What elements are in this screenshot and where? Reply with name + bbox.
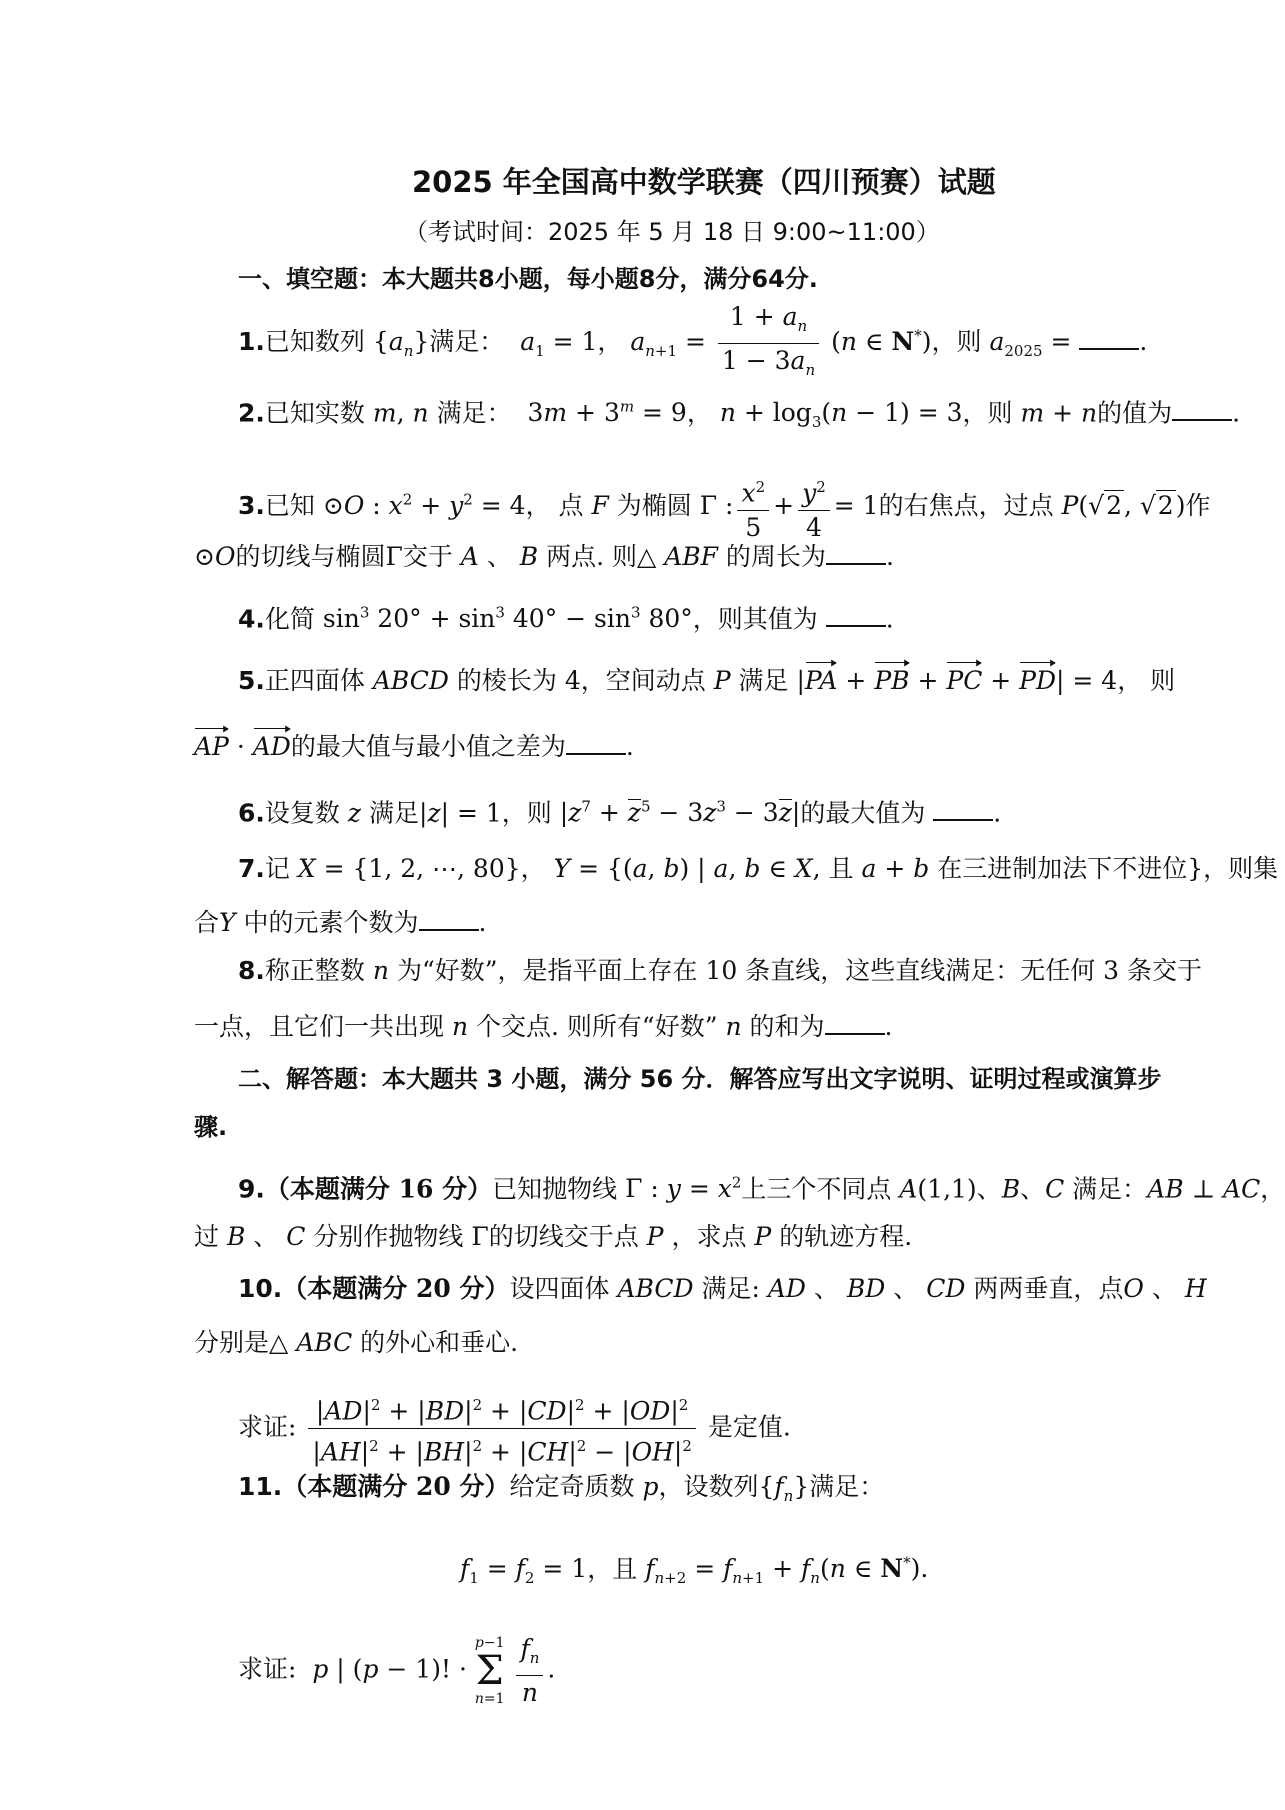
- question-5: 5.正四面体 ABCD 的棱长为 4，空间动点 P 满足 |PA + PB + PC + PD| = 4， 则: [238, 660, 1175, 698]
- answer-blank: [1172, 399, 1232, 421]
- question-number: 2.: [238, 398, 265, 428]
- answer-blank: [933, 799, 993, 821]
- answer-blank: [1079, 328, 1139, 350]
- question-5-line-2: AP · AD的最大值与最小值之差为 .: [194, 726, 634, 764]
- question-4: 4.化简 $\sin^3 20^\circ + \sin^3 40^\circ - \sin^3 80^\circ$，则其值为 .: [238, 604, 894, 634]
- section-solutions-heading: 二、解答题：本大题共 3 小题，满分 56 分．解答应写出文字说明、证明过程或演算步: [238, 1065, 1162, 1093]
- page-title: 2025 年全国高中数学联赛（四川预赛）试题: [412, 165, 996, 199]
- question-number: 7.: [238, 854, 265, 883]
- question-3-line-2: ⊙O的切线与椭圆Γ交于 A 、 B 两点. 则△ ABF 的周长为 .: [194, 542, 894, 571]
- fraction: $\frac{f_n}{n}$: [516, 1632, 543, 1710]
- fraction: $\frac{x^2}{5}$: [737, 470, 769, 545]
- summation: p−1 Σ n=1: [474, 1635, 505, 1707]
- answer-blank: [825, 1013, 885, 1035]
- question-11-formula: $f_1 = f_2 = 1$，且 $f_{n+2} = f_{n+1} + f_n(n$ ∈ N*).: [460, 1554, 929, 1588]
- question-number: 10.: [238, 1274, 283, 1303]
- question-number: 8.: [238, 956, 265, 985]
- fraction: $\frac{1 + a_n}{1 - 3a_n}$: [718, 300, 819, 387]
- question-number: 1.: [238, 327, 265, 356]
- answer-blank: [826, 543, 886, 565]
- question-number: 9.: [238, 1174, 265, 1204]
- question-9: 9.（本题满分 16 分）已知抛物线 Γ : $y = x^2$上三个不同点 A(1,1)、B、C 满足：AB ⊥ AC，: [238, 1174, 1285, 1204]
- question-10-proof: 求证: $\frac{|AD|^2 + |BD|^2 + |CD|^2 + |OD|^2}{|AH|^2 + |BH|^2 + |CH|^2 - |OH|^2}$ 是定值.: [238, 1388, 791, 1470]
- answer-blank: [419, 909, 479, 931]
- question-9-line-2: 过 B 、 C 分别作抛物线 Γ的切线交于点 P ，求点 P 的轨迹方程.: [194, 1222, 913, 1251]
- section-fill-in-heading: 一、填空题：本大题共8小题，每小题8分，满分64分.: [238, 265, 818, 293]
- fraction: $\frac{|AD|^2 + |BD|^2 + |CD|^2 + |OD|^2}{|AH|^2 + |BH|^2 + |CH|^2 - |OH|^2}$: [308, 1388, 695, 1470]
- question-number: 4.: [238, 604, 265, 634]
- question-7: 7.记 X = {1, 2, ⋯, 80}， Y = {(a, b) | a, b ∈ X, 且 a + b 在三进制加法下不进位}，则集: [238, 854, 1279, 883]
- question-10-line-2: 分别是△ ABC 的外心和垂心.: [194, 1328, 519, 1357]
- question-1: 1.已知数列 $\{a_n\}$满足： $a_1 = 1$， $a_{n+1}$ = $\frac{1 + a_n}{1 - 3a_n}$ (n ∈ N*)，则 $a_{2025}$ = .: [238, 300, 1147, 387]
- question-number: 11.: [238, 1472, 283, 1501]
- question-number: 3.: [238, 491, 265, 521]
- question-3: 3.已知 ⊙O : $x^2 + y^2 = 4$， 点 F 为椭圆 Γ : $\frac{x^2}{5}$ + $\frac{y^2}{4}$ = 1的右焦点，过点 P(√2, √2)作: [238, 470, 1210, 545]
- question-11: 11.（本题满分 20 分）给定奇质数 p，设数列$\{f_n\}$满足：: [238, 1472, 885, 1505]
- fraction: $\frac{y^2}{4}$: [798, 470, 830, 545]
- question-6: 6.设复数 z 满足|z| = 1，则 $|z^7 + z^5 - 3z^3 - 3z|$的最大值为 .: [238, 798, 1002, 828]
- question-2: 2.已知实数 m, n 满足： $3m + 3^m = 9$， $n + \log_3(n - 1) = 3$，则 m + n的值为 .: [238, 398, 1241, 432]
- question-10: 10.（本题满分 20 分）设四面体 ABCD 满足: AD 、 BD 、 CD 两两垂直，点O 、 H: [238, 1274, 1207, 1303]
- question-number: 6.: [238, 798, 265, 828]
- question-8-line-2: 一点，且它们一共出现 n 个交点. 则所有“好数” n 的和为 .: [194, 1012, 893, 1041]
- question-7-line-2: 合Y 中的元素个数为 .: [194, 908, 487, 937]
- question-number: 5.: [238, 666, 265, 695]
- exam-time: （考试时间：2025 年 5 月 18 日 9:00~11:00）: [404, 218, 940, 246]
- question-11-proof: 求证: p | (p − 1)! · p−1 Σ n=1 $\frac{f_n}{n}$ .: [238, 1632, 555, 1710]
- answer-blank: [566, 733, 626, 755]
- answer-blank: [826, 605, 886, 627]
- section-solutions-heading-cont: 骤.: [194, 1113, 228, 1141]
- question-8: 8.称正整数 n 为“好数”，是指平面上存在 10 条直线，这些直线满足：无任何 3 条交于: [238, 956, 1203, 985]
